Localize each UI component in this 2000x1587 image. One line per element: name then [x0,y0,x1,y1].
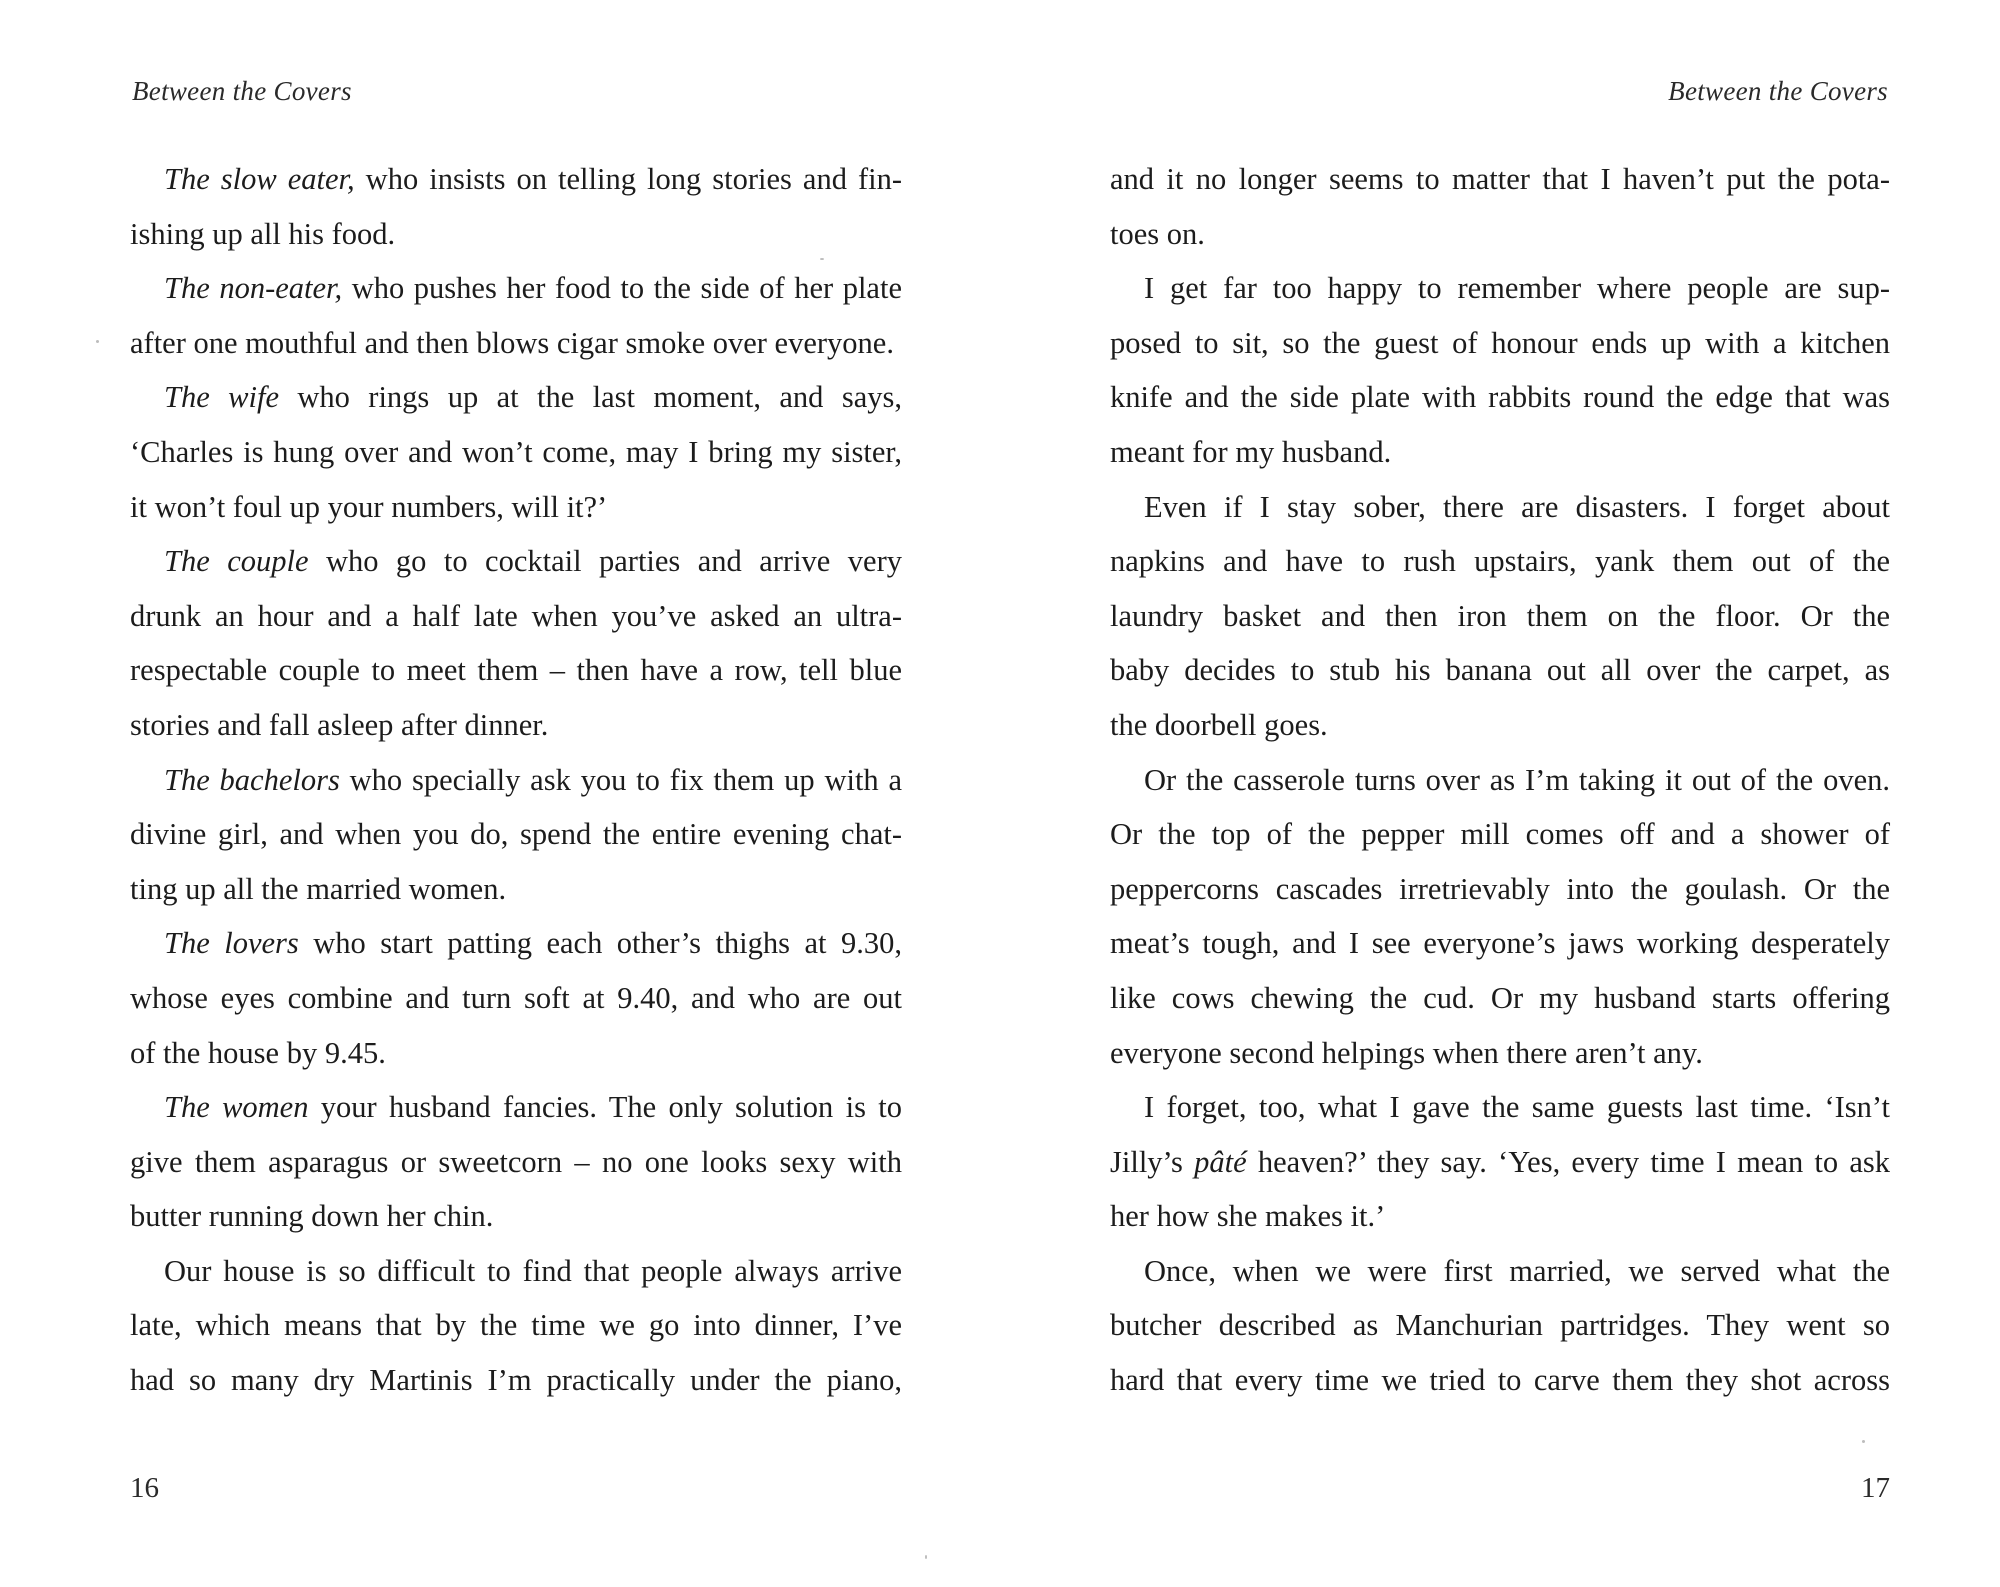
left-page-text-line [130,753,902,808]
italic-lead-phrase: The wife [164,380,279,415]
line-text: her how she makes it.’ [1110,1199,1386,1234]
right-page-text-line [1110,1026,1890,1081]
right-page-text-line [1110,1135,1890,1190]
italic-lead-phrase: The slow eater, [164,162,355,196]
left-page-text-line [130,1353,902,1408]
line-text: I get far too happy to remember where people are sup- [1144,271,1890,306]
line-text: who start patting each other’s thighs at 9.30, [298,926,902,961]
line-text: give them asparagus or sweetcorn – no one looks sexy with [130,1144,902,1179]
line-text: ishing up all his food. [130,216,396,251]
line-text: your husband fancies. The only solution is to [308,1090,902,1125]
right-page-text-line [1110,316,1890,371]
line-text: stories and fall asleep after dinner. [130,707,549,742]
right-page-text-line [1110,534,1890,589]
line-text: after one mouthful and then blows cigar smoke over everyone. [130,325,894,360]
line-text: Our house is so difficult to find that people always arrive [164,1253,902,1288]
italic-lead-phrase: The bachelors [164,762,340,797]
line-text: of the house by 9.45. [130,1035,386,1070]
right-page-text-line [1110,1298,1890,1353]
line-text: napkins and have to rush upstairs, yank them out of the [1110,544,1890,579]
running-head-right: Between the Covers [1668,76,1888,106]
line-text: who go to cocktail parties and arrive very [308,544,902,579]
line-text: who rings up at the last moment, and says, [278,380,902,415]
left-page-text-line [130,698,902,753]
left-page-text-line [130,370,902,425]
right-page-text-line [1110,862,1890,917]
line-text: it won’t foul up your numbers, will it?’ [130,489,608,524]
line-text: meant for my husband. [1110,434,1392,469]
scan-speck [96,340,99,343]
right-page-text-line [1110,643,1890,698]
scan-speck [820,258,824,260]
page-number-left: 16 [130,1472,159,1504]
right-page-text-line [1110,807,1890,862]
left-page-text-line [130,1244,902,1299]
right-page-text-line [1110,589,1890,644]
italic-lead-phrase: The women [164,1090,309,1125]
left-page-text-line [130,480,902,535]
right-page-text-line [1110,425,1890,480]
italic-lead-phrase: pâté [1194,1144,1247,1179]
right-page-text-line [1110,480,1890,535]
line-text: butter running down her chin. [130,1199,494,1234]
left-page-text-line [130,534,902,589]
right-page-text-line [1110,1189,1890,1244]
right-page-text-line [1110,1244,1890,1299]
right-page-text-line [1110,152,1890,207]
right-page-text-line [1110,1353,1890,1408]
line-text: knife and the side plate with rabbits round the edge that was [1110,380,1890,415]
scan-speck [1862,1440,1865,1443]
page-number-right: 17 [1861,1472,1890,1504]
line-text: who specially ask you to fix them up with a [339,762,902,797]
left-page-text-line [130,862,902,917]
right-page-text-line [1110,753,1890,808]
left-page-text-line [130,152,902,207]
right-page-text-line [1110,916,1890,971]
line-text: laundry basket and then iron them on the floor. Or the [1110,598,1890,633]
right-page-text-line [1110,207,1890,262]
line-text: whose eyes combine and turn soft at 9.40, and who are out [130,980,902,1015]
left-page-text-line [130,425,902,480]
line-text: everyone second helpings when there aren’t any. [1110,1035,1703,1070]
left-page-text-line [130,1080,902,1135]
line-text: had so many dry Martinis I’m practically under the piano, [130,1363,902,1398]
left-page-text-line [130,643,902,698]
line-text: Even if I stay sober, there are disasters. I forget about [1144,489,1890,524]
italic-lead-phrase: The non-eater, [164,271,343,306]
right-page-body-text [1110,152,1890,1408]
left-page-text-line [130,589,902,644]
line-text: Once, when we were first married, we served what the [1144,1253,1890,1288]
left-page-body-text [130,152,902,1408]
left-page-text-line [130,1298,902,1353]
left-page-text-line [130,807,902,862]
line-text: late, which means that by the time we go into dinner, I’ve [130,1308,902,1343]
line-text: ting up all the married women. [130,871,507,906]
left-page-text-line [130,1135,902,1190]
left-page-text-line [130,1189,902,1244]
line-text: meat’s tough, and I see everyone’s jaws working desperately [1110,926,1890,961]
left-page [130,0,902,1587]
right-page [1110,0,1890,1587]
line-text: divine girl, and when you do, spend the entire evening chat- [130,817,902,852]
line-text: and it no longer seems to matter that I haven’t put the pota- [1110,162,1890,196]
line-text: Jilly’s [1110,1144,1195,1179]
right-page-text-line [1110,698,1890,753]
line-text: who pushes her food to the side of her plate [342,271,902,306]
right-page-text-line [1110,1080,1890,1135]
left-page-text-line [130,916,902,971]
right-page-text-line [1110,261,1890,316]
line-text: heaven?’ they say. ‘Yes, every time I mean to ask [1246,1144,1890,1179]
line-text: posed to sit, so the guest of honour ends up with a kitchen [1110,325,1890,360]
line-text: baby decides to stub his banana out all over the carpet, as [1110,653,1890,688]
line-text: ‘Charles is hung over and won’t come, may I bring my sister, [130,434,902,469]
line-text: peppercorns cascades irretrievably into the goulash. Or the [1110,871,1890,906]
italic-lead-phrase: The couple [164,544,309,579]
line-text: butcher described as Manchurian partridges. They went so [1110,1308,1890,1343]
left-page-text-line [130,316,902,371]
left-page-text-line [130,261,902,316]
line-text: Or the top of the pepper mill comes off and a shower of [1110,817,1890,852]
left-page-text-line [130,971,902,1026]
left-page-text-line [130,1026,902,1081]
line-text: hard that every time we tried to carve them they shot across [1110,1363,1890,1398]
line-text: the doorbell goes. [1110,707,1328,742]
scan-speck [925,1555,927,1559]
line-text: Or the casserole turns over as I’m taking it out of the oven. [1144,762,1890,797]
line-text: respectable couple to meet them – then have a row, tell blue [130,653,902,688]
line-text: toes on. [1110,216,1205,251]
line-text: like cows chewing the cud. Or my husband starts offering [1110,980,1890,1015]
line-text: who insists on telling long stories and fin- [354,162,902,196]
running-head-left: Between the Covers [132,76,352,106]
line-text: drunk an hour and a half late when you’ve asked an ultra- [130,598,902,633]
line-text: I forget, too, what I gave the same guests last time. ‘Isn’t [1144,1090,1890,1125]
italic-lead-phrase: The lovers [164,926,299,961]
right-page-text-line [1110,370,1890,425]
left-page-text-line [130,207,902,262]
right-page-text-line [1110,971,1890,1026]
